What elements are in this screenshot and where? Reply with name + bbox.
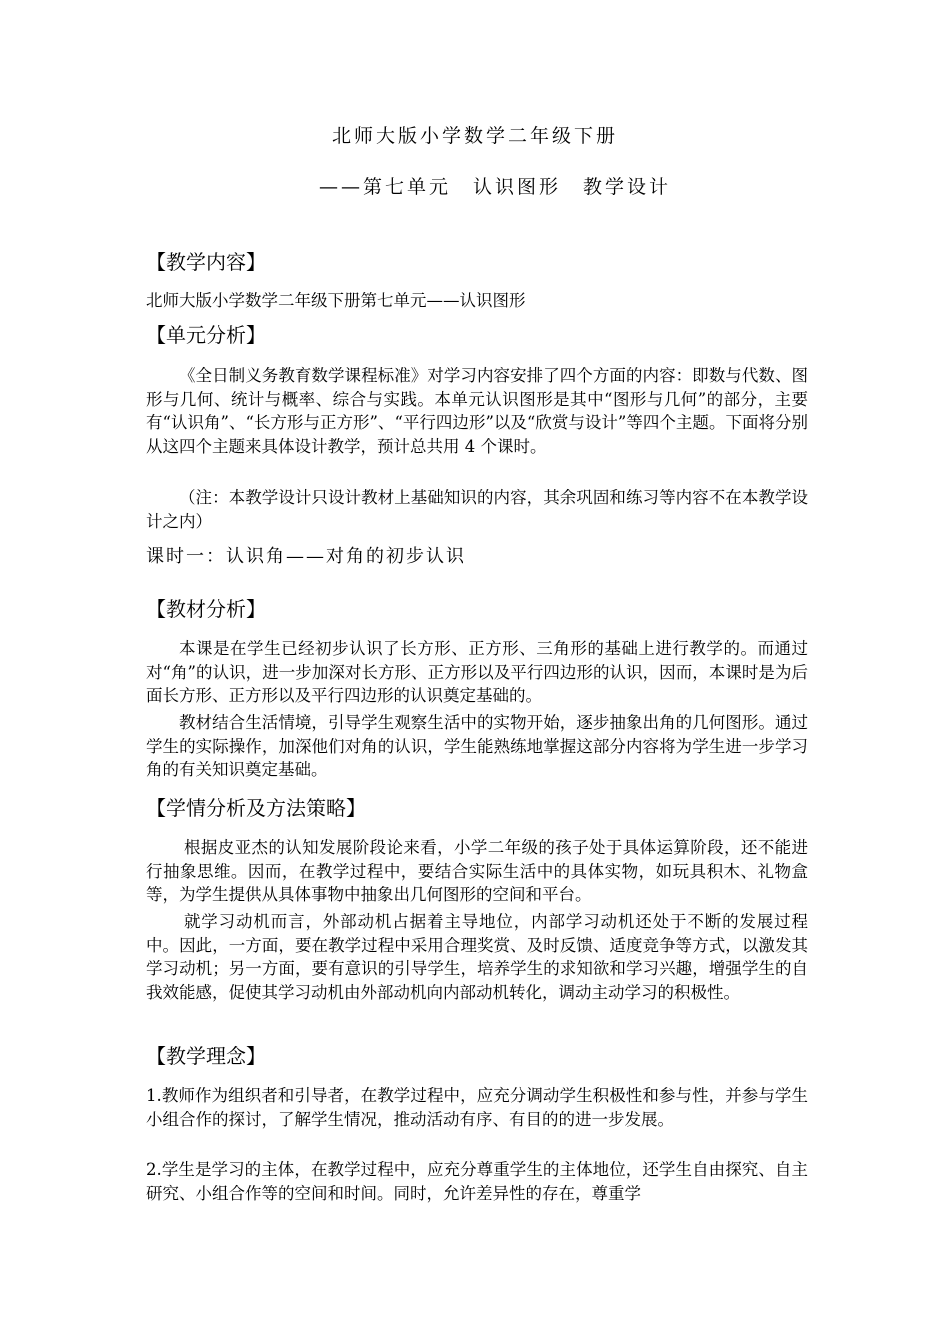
section-heading-student-analysis: 【学情分析及方法策略】 [146,796,366,820]
unit-analysis-paragraph-2: （注：本教学设计只设计教材上基础知识的内容，其余巩固和练习等内容不在本教学设计之内） [146,488,808,531]
teaching-content-text: 北师大版小学数学二年级下册第七单元——认识图形 [146,291,526,310]
student-analysis-paragraph-2: 就学习动机而言，外部动机占据着主导地位，内部学习动机还处于不断的发展过程中。因此，一方面，要在教学过程中采用合理奖赏、及时反馈、适度竞争等方式，以激发其学习动机；另一方面，要有意识的引导学生，培养学生的求知欲和学习兴趣，增强学生的自我效能感，促使其学习动机由外部动机向内部动机转化，调动主动学习的积极性。 [146,912,808,1002]
student-analysis-paragraph-1: 根据皮亚杰的认知发展阶段论来看，小学二年级的孩子处于具体运算阶段，还不能进行抽象思维。因而，在教学过程中，要结合实际生活中的具体实物，如玩具积木、礼物盒等，为学生提供从具体事物中抽象出几何图形的空间和平台。 [146,838,808,904]
teaching-concept-item-2: 2.学生是学习的主体，在教学过程中，应充分尊重学生的主体地位，还学生自由探究、自主研究、小组合作等的空间和时间。同时，允许差异性的存在，尊重学 [146,1160,808,1203]
section-heading-unit-analysis: 【单元分析】 [146,323,266,347]
material-analysis-paragraph-1: 本课是在学生已经初步认识了长方形、正方形、三角形的基础上进行教学的。而通过对“角”的认识，进一步加深对长方形、正方形以及平行四边形的认识，因而，本课时是为后面长方形、正方形以及平行四边形的认识奠定基础的。 [146,639,808,705]
section-heading-material-analysis: 【教材分析】 [146,597,266,621]
unit-analysis-paragraph-1: 《全日制义务教育数学课程标准》对学习内容安排了四个方面的内容：即数与代数、图形与几何、统计与概率、综合与实践。本单元认识图形是其中“图形与几何”的部分，主要有“认识角”、“长方形与正方形”、“平行四边形”以及“欣赏与设计”等四个主题。下面将分别从这四个主题来具体设计教学，预计总共用 4 个课时。 [146,366,808,456]
document-subtitle: ——第七单元 认识图形 教学设计 [318,176,671,198]
section-heading-teaching-content: 【教学内容】 [146,250,266,274]
material-analysis-paragraph-2: 教材结合生活情境，引导学生观察生活中的实物开始，逐步抽象出角的几何图形。通过学生的实际操作，加深他们对角的认识，学生能熟练地掌握这部分内容将为学生进一步学习角的有关知识奠定基础。 [146,713,808,779]
lesson-one-heading: 课时一：认识角——对角的初步认识 [146,546,466,567]
section-heading-teaching-concept: 【教学理念】 [146,1044,266,1068]
document-title: 北师大版小学数学二年级下册 [331,125,618,147]
teaching-concept-item-1: 1.教师作为组织者和引导者，在教学过程中，应充分调动学生积极性和参与性，并参与学生小组合作的探讨，了解学生情况，推动活动有序、有目的的进一步发展。 [146,1086,808,1129]
